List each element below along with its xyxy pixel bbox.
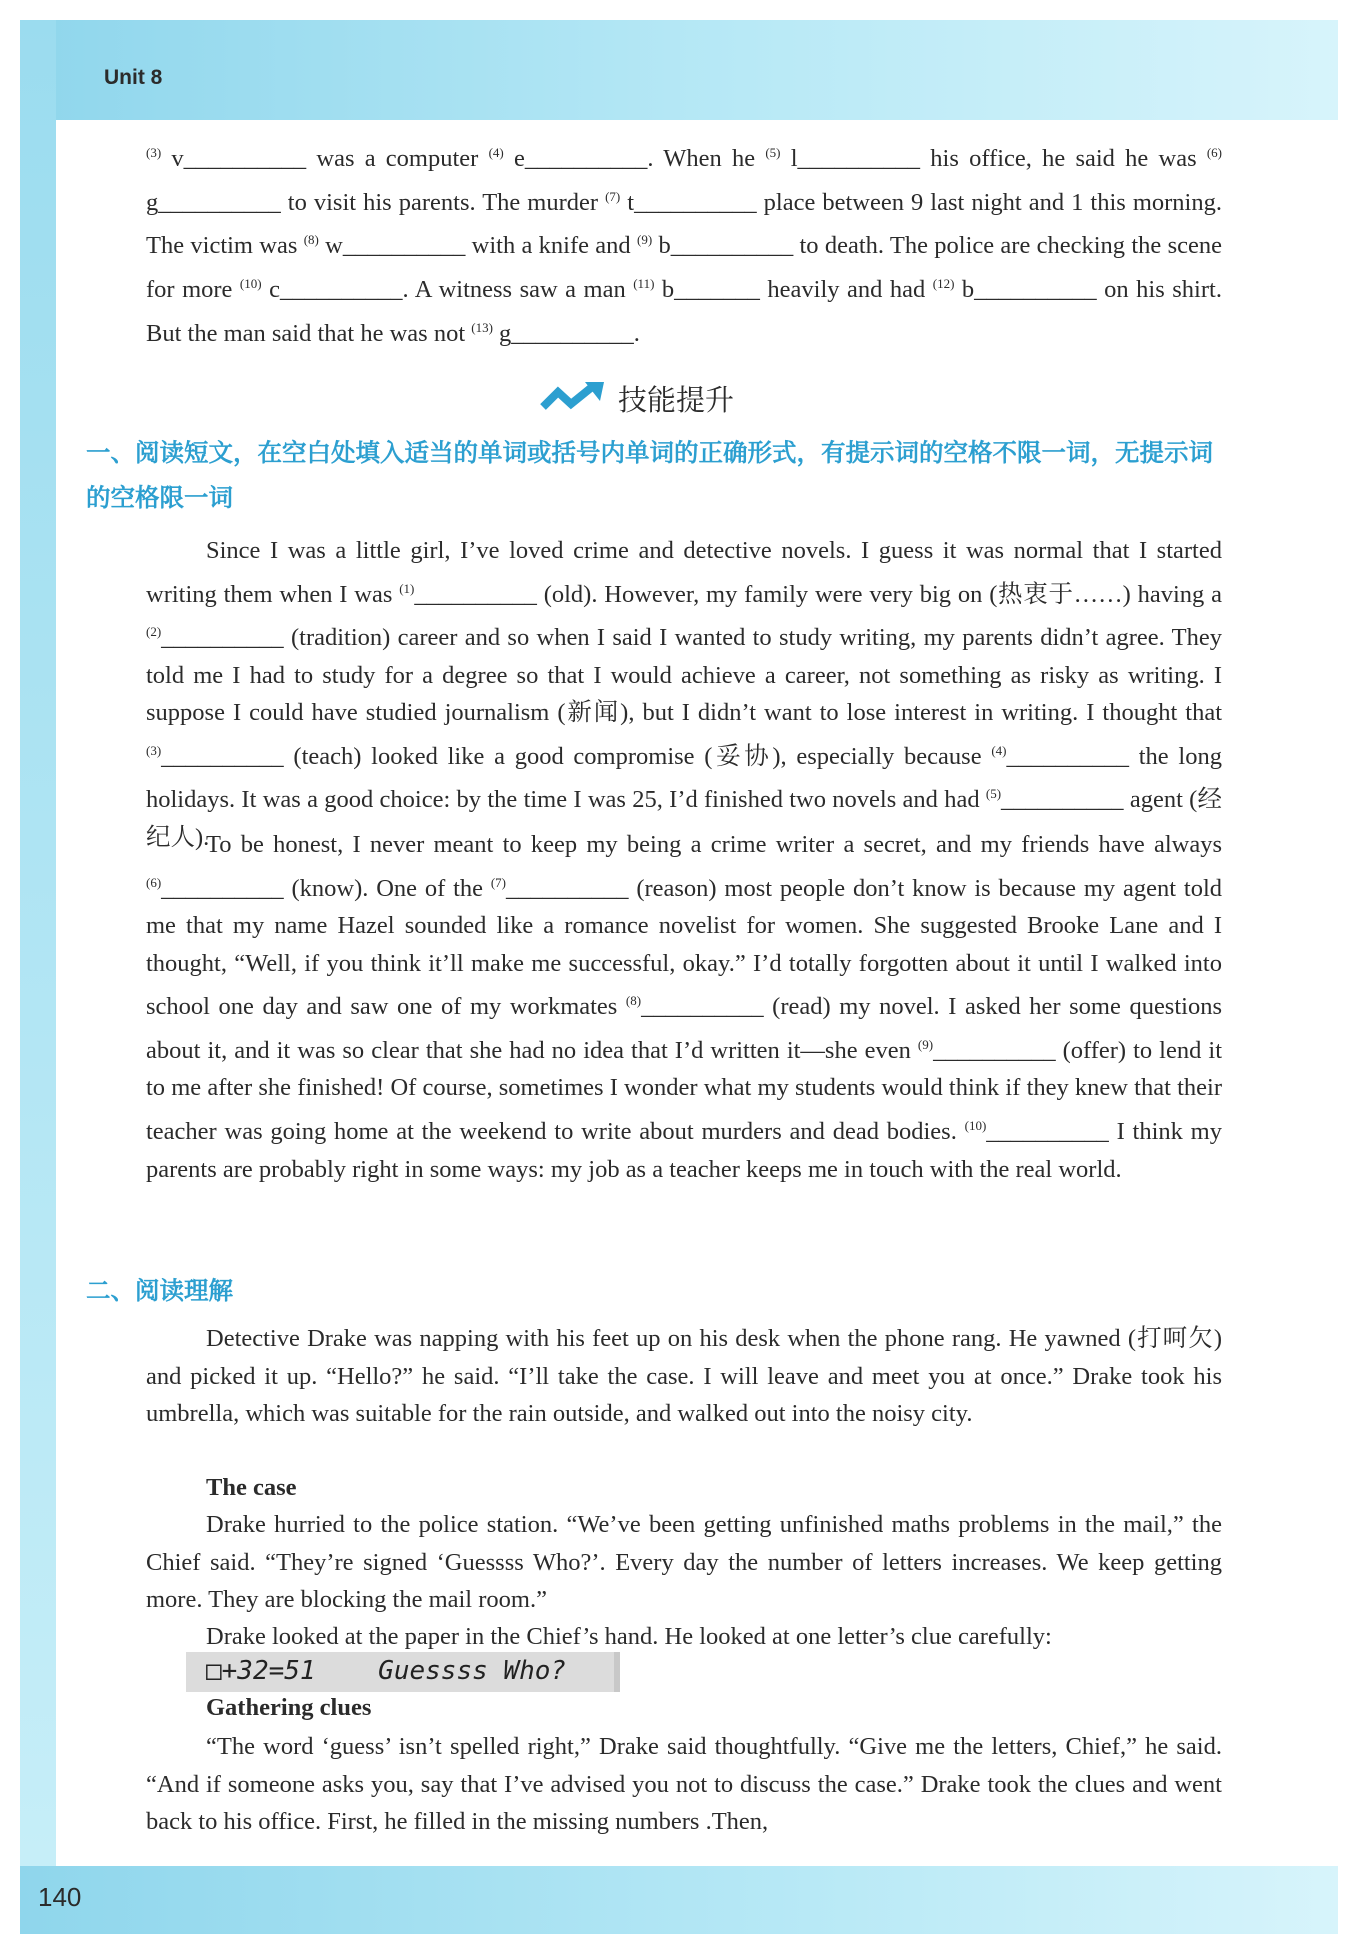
skills-title: 技能提升 — [618, 382, 735, 417]
case-heading: The case — [206, 1474, 297, 1501]
case-paragraph: Drake hurried to the police station. “We’ve been getting unfinished maths problems in the mail,” the Chief said. “They’re signed ‘Guessss Who?’. Every day the number of letters increases. We keep getting more. They are blocking the mail room.” — [146, 1511, 1222, 1613]
section-2-paragraph-1: Detective Drake was napping with his feet up on his desk when the phone rang. He yawned (打呵欠) and picked it up. “Hello?” he said. “I’ll take the case. I will leave and meet you at once.” Drake took his umbrella, which was suitable for the rain outside, and walked out into the noisy city. — [146, 1325, 1222, 1427]
top-exercise-paragraph: $^{(3)}$ v__________ was a computer $^{(4)}$ e__________. When he $^{(5)}$ l__________ his office, he said he was $^{(6)}$ g__________ to visit his parents. The murder $^{(7)}$ t__________ place between 9 last night and 1 this morning. The victim was $^{(8)}$ w__________ with a knife and $^{(9)}$ b__________ to death. The police are checking the scene for more $^{(10)}$ c__________. A witness saw a man $^{(11)}$ b_______ heavily and had $^{(12)}$ b__________ on his shirt. But the man said that he was not $^{(13)}$ g__________. — [146, 145, 1223, 347]
rising-arrow-icon — [540, 381, 606, 415]
section-1-paragraph-2: To be honest, I never meant to keep my being a crime writer a secret, and my friends have always $^{(6)}$__________ (know). One of the $^{(7)}$__________ (reason) most people don’t know is because my agent told me that my name Hazel sounded like a romance novelist for women. She suggested Brooke Lane and I thought, “Well, if you think it’ll make me successful, okay.” I’d totally forgotten about it until I walked into school one day and saw one of my workmates $^{(8)}$__________ (read) my novel. I asked her some questions about it, and it was so clear that she had no idea that I’d written it—she even $^{(9)}$__________ (offer) to lend it to me after she finished! Of course, sometimes I wonder what my students would think if they knew that their teacher was going home at the weekend to write about murders and dead bodies. $^{(10)}$__________ I think my parents are probably right in some ways: my job as a teacher keeps me in touch with the real world. — [146, 831, 1222, 1183]
section-2-title: 二、阅读理解 — [86, 1276, 233, 1305]
gathering-heading: Gathering clues — [206, 1694, 372, 1721]
clue-box — [186, 1652, 620, 1692]
skills-heading — [540, 376, 734, 420]
unit-label: Unit 8 — [104, 66, 163, 89]
left-margin-band — [20, 20, 56, 1866]
section-1-title: 一、阅读短文，在空白处填入适当的单词或括号内单词的正确形式，有提示词的空格不限一词，无提示词的空格限一词 — [86, 438, 1213, 512]
footer-band — [20, 1866, 1338, 1934]
clue-text: □+32=51 Guessss Who? — [206, 1656, 567, 1686]
drake-paragraph: Drake looked at the paper in the Chief’s hand. He looked at one letter’s clue carefully: — [206, 1623, 1052, 1650]
gathering-paragraph: “The word ‘guess’ isn’t spelled right,” Drake said thoughtfully. “Give me the letters, Chief,” he said. “And if someone asks you, say that I’ve advised you not to discuss the case.” Drake took the clues and went back to his office. First, he filled in the missing numbers .Then, — [146, 1733, 1222, 1835]
header-band — [20, 20, 1338, 120]
section-1-paragraph-1: Since I was a little girl, I’ve loved crime and detective novels. I guess it was normal that I started writing them when I was $^{(1)}$__________ (old). However, my family were very big on (热衷于……) having a $^{(2)}$__________ (tradition) career and so when I said I wanted to study writing, my parents didn’t agree. They told me I had to study for a degree so that I would achieve a career, not something as risky as writing. I suppose I could have studied journalism (新闻), but I didn’t want to lose interest in writing. I thought that $^{(3)}$__________ (teach) looked like a good compromise (妥协), especially because $^{(4)}$__________ the long holidays. It was a good choice: by the time I was 25, I’d finished two novels and had $^{(5)}$__________ agent (经纪人). — [146, 537, 1223, 852]
page-number: 140 — [38, 1882, 82, 1912]
